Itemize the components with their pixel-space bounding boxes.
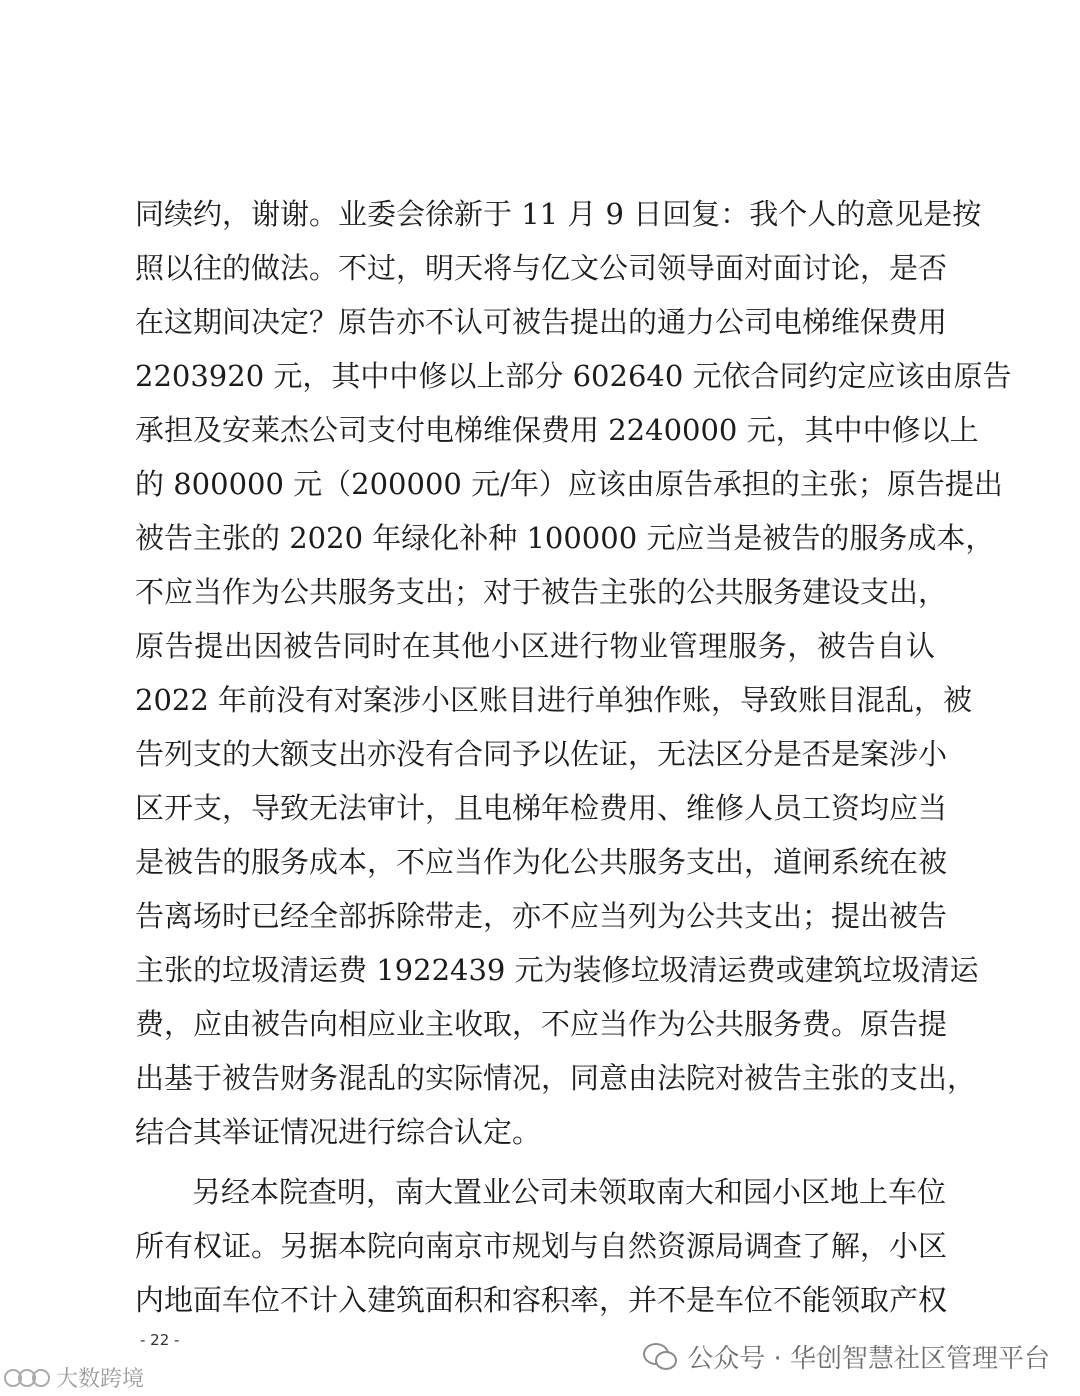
text-line: 2203920 元，其中中修以上部分 602640 元依合同约定应该由原告 — [135, 359, 1012, 393]
text-line: 告列支的大额支出亦没有合同予以佐证，无法区分是否是案涉小 — [135, 737, 948, 771]
text-line: 是被告的服务成本，不应当作为化公共服务支出，道闸系统在被 — [135, 845, 948, 879]
text-line: 被告主张的 2020 年绿化补种 100000 元应当是被告的服务成本， — [135, 521, 995, 555]
watermark-left-text: 大数跨境 — [56, 1366, 145, 1392]
page-number: - 22 - — [140, 1331, 180, 1349]
text-line: 区开支，导致无法审计，且电梯年检费用、维修人员工资均应当 — [135, 791, 948, 825]
text-line: 告离场时已经全部拆除带走，亦不应当列为公共支出；提出被告 — [135, 899, 948, 933]
wechat-icon — [643, 1341, 677, 1371]
text-line: 另经本院查明，南大置业公司未领取南大和园小区地上车位 — [192, 1175, 947, 1209]
text-line: 的 800000 元（200000 元/年）应该由原告承担的主张；原告提出 — [135, 467, 1003, 501]
watermark-logo — [4, 1362, 144, 1392]
text-line: 原告提出因被告同时在其他小区进行物业管理服务，被告自认 — [135, 629, 935, 663]
text-line: 同续约，谢谢。业委会徐新于 11 月 9 日回复：我个人的意见是按 — [135, 197, 982, 231]
logo-icon — [4, 1366, 52, 1388]
text-line: 主张的垃圾清运费 1922439 元为装修垃圾清运费或建筑垃圾清运 — [135, 953, 979, 987]
text-line: 承担及安莱杰公司支付电梯维保费用 2240000 元，其中中修以上 — [135, 413, 979, 447]
text-line: 出基于被告财务混乱的实际情况，同意由法院对被告主张的支出， — [135, 1061, 977, 1095]
text-line: 2022 年前没有对案涉小区账目进行单独作账，导致账目混乱，被 — [135, 683, 973, 717]
text-line: 内地面车位不计入建筑面积和容积率，并不是车位不能领取产权 — [135, 1283, 948, 1317]
text-line: 结合其举证情况进行综合认定。 — [135, 1115, 542, 1149]
text-line: 在这期间决定？原告亦不认可被告提出的通力公司电梯维保费用 — [135, 305, 948, 339]
text-line: 所有权证。另据本院向南京市规划与自然资源局调查了解，小区 — [135, 1229, 948, 1263]
watermark-right-text: 公众号 · 华创智慧社区管理平台 — [687, 1343, 1050, 1374]
text-line: 照以往的做法。不过，明天将与亿文公司领导面对面讨论，是否 — [135, 251, 948, 285]
text-line: 费，应由被告向相应业主收取，不应当作为公共服务费。原告提 — [135, 1007, 948, 1041]
text-line: 不应当作为公共服务支出；对于被告主张的公共服务建设支出， — [135, 575, 948, 609]
watermark-wechat — [643, 1336, 1050, 1376]
